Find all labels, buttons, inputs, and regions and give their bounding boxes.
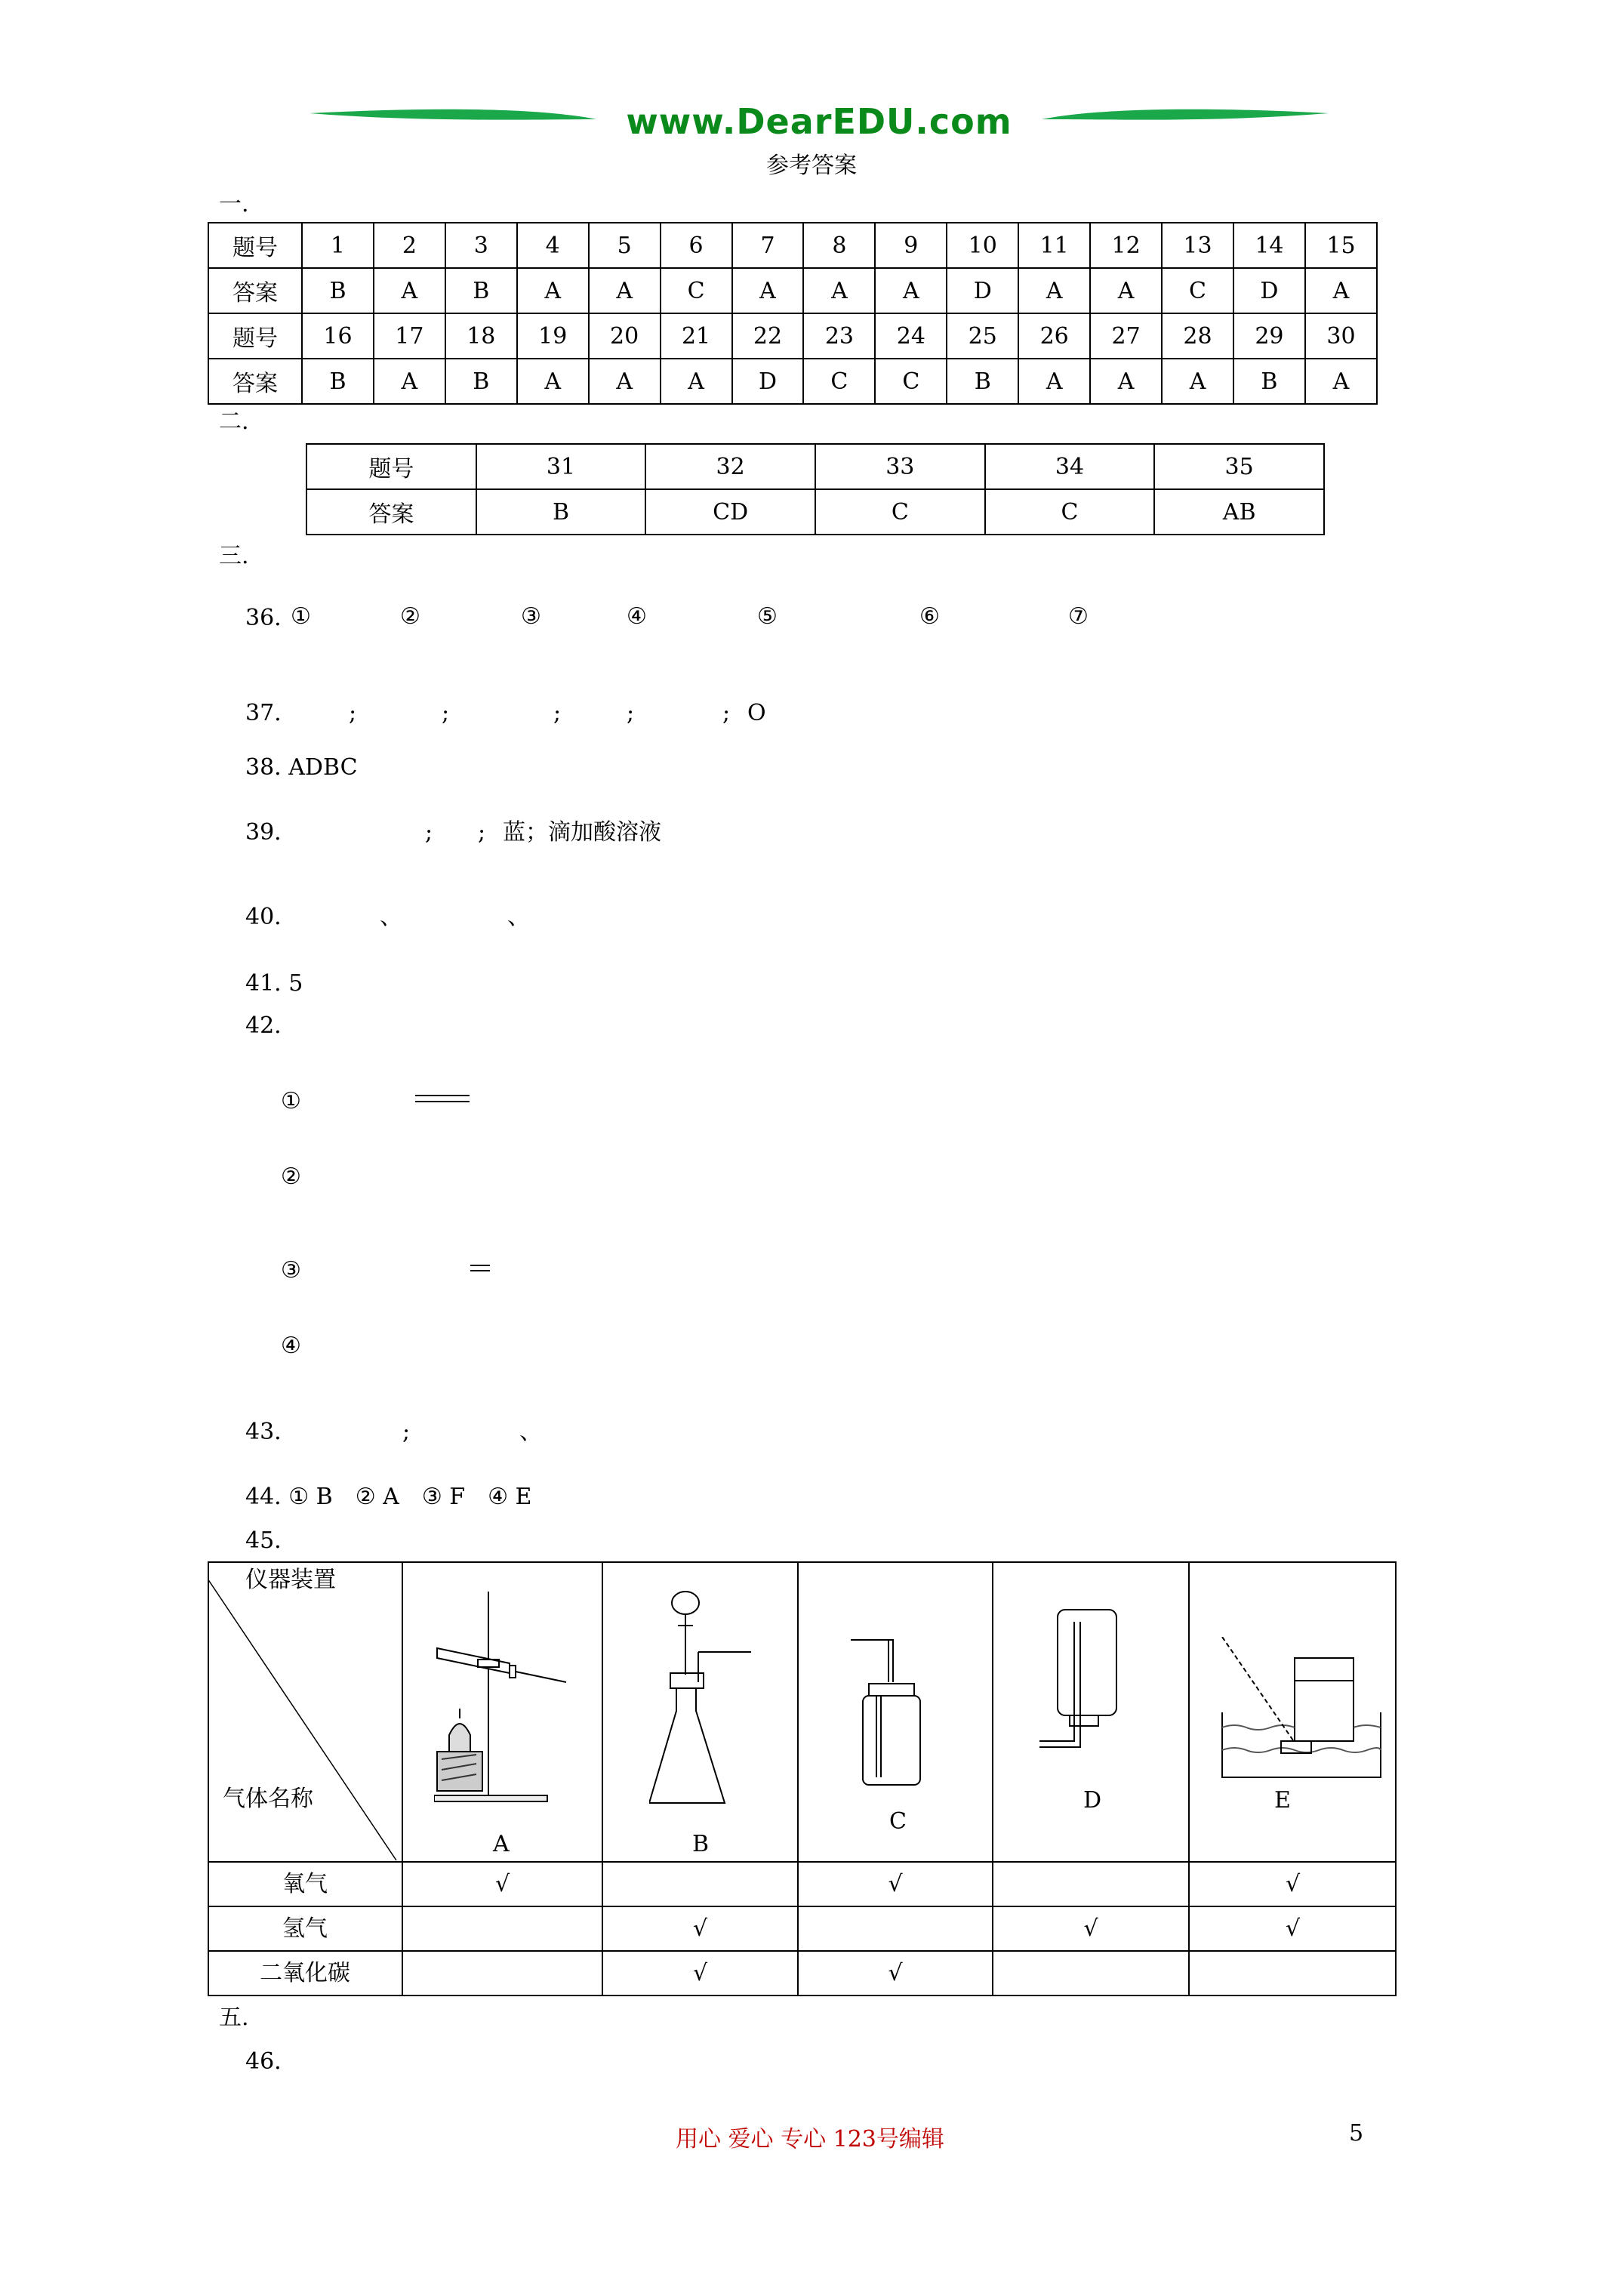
apparatus-label: D [1083, 1787, 1102, 1814]
answer-cell: 17 [374, 313, 445, 359]
q42-mark: ① [281, 1088, 301, 1114]
q37-number: 37. [245, 700, 282, 726]
answer-cell: 29 [1233, 313, 1305, 359]
check-mark: √ [888, 1960, 903, 1986]
q44-answer: 44. ① B ② A ③ F ④ E [245, 1484, 532, 1510]
answer-cell: 11 [1018, 223, 1090, 268]
q42-mark: ④ [281, 1333, 301, 1359]
answer-cell: 22 [732, 313, 804, 359]
apparatus-label: B [692, 1831, 710, 1857]
section-label: 一. [219, 191, 249, 217]
answer-cell: 13 [1162, 223, 1233, 268]
answer-cell: A [374, 359, 445, 404]
answer-cell: 20 [589, 313, 661, 359]
q40-sep: 、 [507, 904, 530, 930]
check-mark: √ [692, 1960, 708, 1986]
table-row [208, 359, 1377, 404]
answer-cell: A [1090, 359, 1162, 404]
q37-sep: ; [442, 700, 450, 726]
q39-sep: ; [478, 819, 486, 846]
section-label: 二. [219, 408, 249, 435]
site-name: www.DearEDU.com [626, 101, 1012, 142]
answer-cell: 6 [661, 223, 732, 268]
answer-cell: 26 [1018, 313, 1090, 359]
answer-cell: 25 [947, 313, 1018, 359]
q40-sep: 、 [380, 904, 402, 930]
q37-sep: ; [627, 700, 635, 726]
table-row [208, 268, 1377, 313]
row-header-cell: 答案 [208, 268, 302, 313]
answer-cell: 10 [947, 223, 1018, 268]
section-label: 三. [219, 543, 249, 569]
q39-number: 39. [245, 819, 282, 846]
answer-cell: B [947, 359, 1018, 404]
gas-name: 氢气 [282, 1915, 328, 1942]
answer-cell: 28 [1162, 313, 1233, 359]
q36-mark: ⑤ [757, 603, 778, 630]
answer-cell: B [476, 489, 646, 535]
answer-cell: 14 [1233, 223, 1305, 268]
apparatus-label: C [889, 1808, 907, 1835]
q41-answer: 41. 5 [245, 970, 303, 997]
check-mark: √ [1285, 1871, 1301, 1897]
answer-cell: 30 [1305, 313, 1377, 359]
answer-cell: 24 [875, 313, 947, 359]
answer-cell: A [732, 268, 804, 313]
q45-number: 45. [245, 1527, 282, 1554]
answer-cell: 5 [589, 223, 661, 268]
answer-cell: B [445, 359, 517, 404]
q43-number: 43. [245, 1419, 282, 1445]
q39-sep: ; [425, 819, 433, 846]
q46-number: 46. [245, 2048, 282, 2075]
answer-cell: 9 [875, 223, 947, 268]
answer-cell: A [1018, 268, 1090, 313]
q36-mark: ④ [627, 603, 647, 630]
answer-table-2 [306, 443, 1325, 535]
page-number: 5 [1349, 2120, 1364, 2147]
answer-cell: 18 [445, 313, 517, 359]
apparatus-e-water-trough-icon [1219, 1637, 1385, 1780]
answer-table-1 [208, 222, 1378, 405]
q38-answer: 38. ADBC [245, 754, 358, 781]
apparatus-b-flask-icon [649, 1584, 778, 1811]
q37-element: O [747, 700, 766, 726]
answer-cell: 4 [517, 223, 589, 268]
answer-cell: D [947, 268, 1018, 313]
answer-cell: A [1018, 359, 1090, 404]
answer-cell: B [445, 268, 517, 313]
answer-cell: A [661, 359, 732, 404]
equals-sign-icon [415, 1093, 470, 1105]
q36-mark: ② [400, 603, 420, 630]
answer-cell: C [661, 268, 732, 313]
row-header-cell: 答案 [208, 359, 302, 404]
q42-number: 42. [245, 1012, 282, 1039]
q36-mark: ① [291, 603, 311, 630]
answer-cell: A [1305, 359, 1377, 404]
gas-name: 氧气 [282, 1871, 328, 1897]
answer-cell: A [374, 268, 445, 313]
q36-mark: ⑦ [1068, 603, 1089, 630]
q37-sep: ; [722, 700, 731, 726]
row-header-cell: 题号 [208, 223, 302, 268]
row-header-cell: 答案 [306, 489, 476, 535]
answer-cell: 1 [302, 223, 374, 268]
answer-cell: 15 [1305, 223, 1377, 268]
answer-cell: 8 [803, 223, 875, 268]
apparatus-label: A [493, 1831, 510, 1857]
q42-mark: ② [281, 1163, 301, 1190]
answer-cell: 2 [374, 223, 445, 268]
answer-cell: A [517, 268, 589, 313]
answer-cell: A [803, 268, 875, 313]
answer-cell: A [589, 359, 661, 404]
answer-cell: D [1233, 268, 1305, 313]
apparatus-a-heating-icon [434, 1584, 585, 1811]
q36-mark: ③ [521, 603, 541, 630]
table-row [208, 313, 1377, 359]
q39-text: 蓝；滴加酸溶液 [503, 819, 661, 846]
answer-cell: A [1162, 359, 1233, 404]
row-header-cell: 题号 [306, 444, 476, 489]
answer-cell: C [875, 359, 947, 404]
answer-cell: 16 [302, 313, 374, 359]
q36-number: 36. [245, 605, 282, 631]
check-mark: √ [692, 1915, 708, 1942]
answer-cell: C [1162, 268, 1233, 313]
answer-cell: D [732, 359, 804, 404]
answer-cell: 21 [661, 313, 732, 359]
apparatus-c-bottle-icon [848, 1637, 946, 1788]
table-row [306, 489, 1324, 535]
q40-number: 40. [245, 904, 282, 930]
q37-sep: ; [349, 700, 357, 726]
answer-cell: 23 [803, 313, 875, 359]
footer-credit: 用心 爱心 专心 123号编辑 [676, 2126, 944, 2153]
answer-cell: 3 [445, 223, 517, 268]
q43-sep: 、 [519, 1419, 542, 1445]
check-mark: √ [494, 1871, 510, 1897]
answer-cell: 32 [645, 444, 815, 489]
q42-mark: ③ [281, 1257, 301, 1284]
section-label: 五. [219, 2005, 249, 2031]
table-row [208, 223, 1377, 268]
answer-cell: B [302, 359, 374, 404]
answer-cell: C [985, 489, 1155, 535]
answer-cell: 7 [732, 223, 804, 268]
answer-cell: B [1233, 359, 1305, 404]
q36-mark: ⑥ [919, 603, 940, 630]
answer-cell: A [1090, 268, 1162, 313]
check-mark: √ [888, 1871, 903, 1897]
check-mark: √ [1083, 1915, 1098, 1942]
corner-header-bottom: 气体名称 [223, 1786, 313, 1812]
answer-cell: A [517, 359, 589, 404]
equals-sign-icon [470, 1263, 490, 1274]
answer-cell: CD [645, 489, 815, 535]
answer-cell: 33 [815, 444, 985, 489]
q37-sep: ; [553, 700, 562, 726]
row-header-cell: 题号 [208, 313, 302, 359]
answer-cell: 35 [1154, 444, 1324, 489]
answer-cell: A [589, 268, 661, 313]
answer-cell: A [875, 268, 947, 313]
apparatus-table [208, 1561, 1397, 1996]
gas-name: 二氧化碳 [260, 1960, 350, 1986]
table-row [306, 444, 1324, 489]
check-mark: √ [1285, 1915, 1301, 1942]
answer-cell: C [815, 489, 985, 535]
answer-cell: C [803, 359, 875, 404]
answer-cell: 27 [1090, 313, 1162, 359]
answer-cell: 34 [985, 444, 1155, 489]
corner-header-top: 仪器装置 [245, 1567, 336, 1593]
page-title: 参考答案 [766, 153, 857, 179]
q43-sep: ; [402, 1419, 411, 1445]
answer-cell: B [302, 268, 374, 313]
answer-cell: 31 [476, 444, 646, 489]
answer-cell: AB [1154, 489, 1324, 535]
answer-cell: 19 [517, 313, 589, 359]
apparatus-label: E [1274, 1787, 1291, 1814]
answer-cell: A [1305, 268, 1377, 313]
apparatus-d-inverted-bottle-icon [1038, 1607, 1144, 1758]
answer-cell: 12 [1090, 223, 1162, 268]
